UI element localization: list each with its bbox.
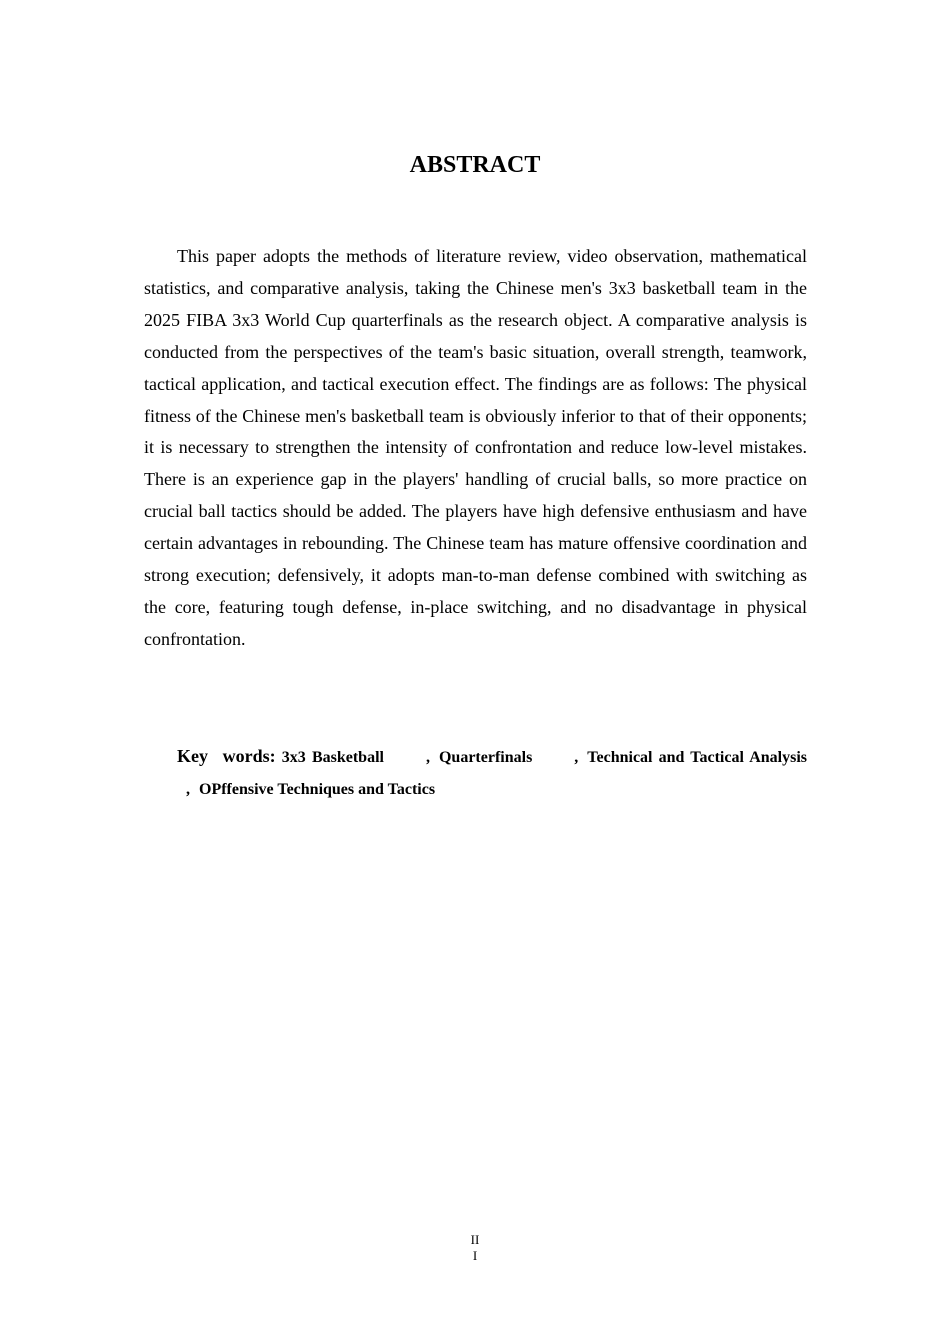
keyword-separator: , [574, 749, 579, 766]
keywords-paragraph [144, 741, 807, 805]
page-number-line: II [470, 1232, 480, 1247]
page-number-line: I [472, 1248, 478, 1263]
keyword-item: Quarterfinals [438, 749, 533, 766]
page-number [0, 1232, 950, 1264]
page-title: ABSTRACT [409, 152, 541, 178]
keyword-item: 3x3 Basketball [281, 749, 384, 766]
keyword-separator: , [425, 749, 430, 766]
abstract-body: This paper adopts the methods of literature review, video observation, mathematical statistics, and comparative analysis, taking the Chinese men's 3x3 basketball team in the 2025 FIBA 3x3 World Cup quarterfinals as the research object. A comparative analysis is conducted from the perspectives of the team's basic situation, overall strength, teamwork, tactical application, and tactical execution effect. The findings are as follows: The physical fitness of the Chinese men's basketball team is obviously inferior to that of their opponents; it is necessary to strengthen the intensity of confrontation and reduce low-level mistakes. There is an experience gap in the players' handling of crucial balls, so more practice on crucial ball tactics should be added. The players have high defensive enthusiasm and have certain advantages in rebounding. The Chinese team has mature offensive coordination and strong execution; defensively, it adopts man-to-man defense combined with switching as the core, featuring tough defense, in-place switching, and no disadvantage in physical confrontation. [144, 246, 807, 649]
keyword-separator: , [186, 780, 190, 798]
keyword-item: Technical and Tactical Analysis [587, 749, 807, 766]
keywords-label: Key words: [177, 746, 276, 766]
keyword-item: OPffensive Techniques and Tactics [199, 780, 436, 798]
